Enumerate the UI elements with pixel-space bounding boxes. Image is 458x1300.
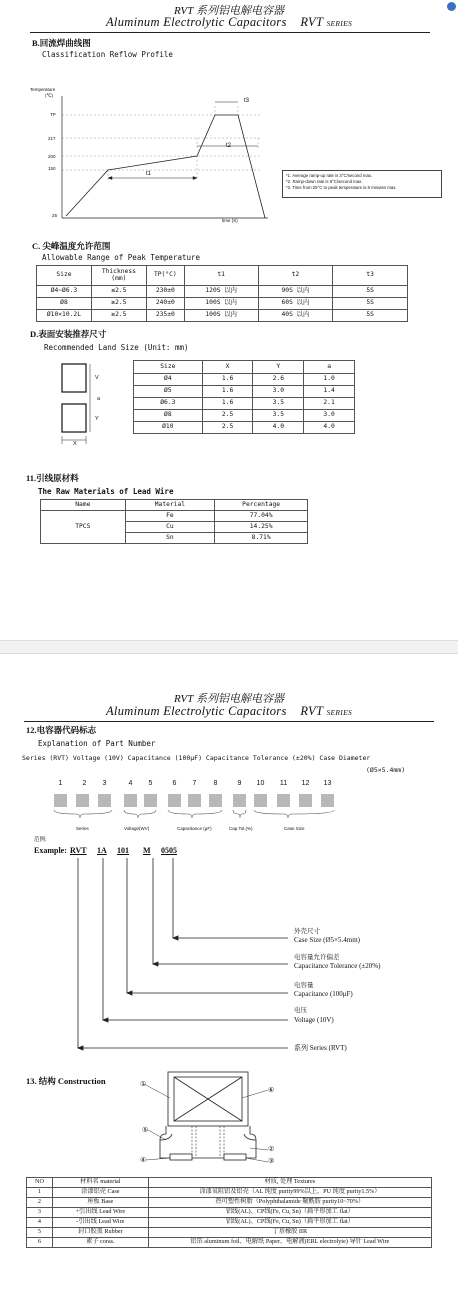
sec-c-title: C. 尖峰温度允许范围 <box>32 241 111 251</box>
construction-mark-4: ④ <box>140 1157 147 1164</box>
table-cell: 14.25% <box>215 522 308 533</box>
material-header-textures: 材质, 处理 Textures <box>148 1178 431 1188</box>
explain-line: Series (RVT) Voltage (10V) Capacitance (100μF) Capacitance Tolerance (±20%) Case Diameter <box>22 754 371 762</box>
code-box <box>168 794 181 807</box>
table-cell: Ø4~Ø6.3 <box>37 286 92 298</box>
page1-header-rule <box>30 32 430 33</box>
table-cell: 涂漆铝壳 Case <box>52 1188 148 1198</box>
group-label-series: Series <box>76 826 89 831</box>
example-cn: 范例: <box>34 837 47 843</box>
peak-header-t3: t3 <box>333 266 408 286</box>
digit-2: 2 <box>82 780 87 787</box>
code-box <box>98 794 111 807</box>
callout-cap-cn: 电容量 <box>294 982 314 989</box>
lead-name-cell: TPCS <box>41 511 126 544</box>
code-group-braces <box>50 808 350 822</box>
page2-header-en <box>0 704 458 719</box>
table-cell: 2.5 <box>202 422 253 434</box>
digit-5: 5 <box>148 780 153 787</box>
table-cell: 3.0 <box>253 386 304 398</box>
digit-3: 3 <box>102 780 107 787</box>
table-row <box>134 374 355 386</box>
table-cell: 3.5 <box>253 410 304 422</box>
profile-t2: t2 <box>226 143 232 149</box>
page2-header-series: RVT <box>300 704 324 718</box>
table-cell: 60S 以内 <box>258 298 333 310</box>
land-label-v: V <box>95 375 99 381</box>
table-cell: 铝线(AL)、CP线(Fe, Cu, Sn)（扁平形加工 flat） <box>148 1208 431 1218</box>
page1-header-series: RVT <box>300 15 324 29</box>
callout-series <box>294 1043 347 1053</box>
callout-series-en: Series (RVT) <box>309 1044 347 1052</box>
table-cell: 235±0 <box>146 310 184 322</box>
page1-header-series-suffix: SERIES <box>326 19 352 28</box>
table-row <box>37 286 408 298</box>
table-cell: Ø10×10.2L <box>37 310 92 322</box>
callout-arrows <box>0 856 300 1056</box>
table-row <box>134 422 355 434</box>
example-part-tolerance: M <box>143 846 151 855</box>
table-cell: Fe <box>125 511 215 522</box>
table-row <box>134 410 355 422</box>
table-cell: 77.04% <box>215 511 308 522</box>
page2-header-series-suffix: SERIES <box>326 708 352 717</box>
table-cell: 1.6 <box>202 374 253 386</box>
code-box <box>209 794 222 807</box>
profile-tick-200: 200 <box>48 154 56 159</box>
digit-11: 11 <box>279 780 288 787</box>
group-label-casesize: Case Size <box>284 826 305 831</box>
table-cell: 230±0 <box>146 286 184 298</box>
callout-cap-en: Capacitance (100μF) <box>294 990 353 998</box>
construction-mark-2: ② <box>268 1146 275 1153</box>
code-box <box>277 794 290 807</box>
table-cell: Ø4 <box>134 374 203 386</box>
table-cell: 4 <box>27 1218 53 1228</box>
table-cell: 3.0 <box>304 410 355 422</box>
table-cell: 热可塑性树脂（Polyphthalamide 聚酰胺 purity10~70%） <box>148 1198 431 1208</box>
callout-series-cn: 系列 <box>294 1044 308 1052</box>
sec-b-title: B.回流焊曲线图 <box>32 38 91 48</box>
sec-d-subtitle: Recommended Land Size (Unit: mm) <box>44 343 189 352</box>
group-label-voltage: Voltage(WV) <box>124 826 150 831</box>
land-label-y: Y <box>95 416 99 422</box>
table-cell: 铝箔 aluminum foil、电解纸 Paper、电解液(ERL electrolyte) 导针 Lead Wire <box>148 1238 431 1248</box>
table-cell: Ø10 <box>134 422 203 434</box>
callout-tol-cn: 电容量允许偏差 <box>294 954 340 961</box>
land-header-a: a <box>304 361 355 374</box>
digit-7: 7 <box>192 780 197 787</box>
peak-header-size: Size <box>37 266 92 286</box>
peak-header-t1: t1 <box>184 266 258 286</box>
table-cell: 1.4 <box>304 386 355 398</box>
profile-tick-tp: TP <box>50 112 56 117</box>
table-cell: 5 <box>27 1228 53 1238</box>
digit-9: 9 <box>237 780 242 787</box>
profile-tick-150: 150 <box>48 166 56 171</box>
profile-t1: t1 <box>146 171 152 177</box>
table-cell: Ø6.3 <box>134 398 203 410</box>
lead-header-percentage: Percentage <box>215 500 308 511</box>
table-row <box>27 1238 432 1248</box>
code-box <box>233 794 246 807</box>
land-pattern-diagram <box>50 360 110 450</box>
callout-case-en: Case Size (Ø5×5.4mm) <box>294 936 360 944</box>
sec-12-subtitle: Explanation of Part Number <box>38 739 156 748</box>
table-row <box>134 398 355 410</box>
profile-x-label: time (S) <box>222 218 238 223</box>
callout-case-cn: 外壳尺寸 <box>294 928 320 935</box>
table-cell: 3 <box>27 1208 53 1218</box>
table-cell: Sn <box>125 533 215 544</box>
code-box <box>124 794 137 807</box>
construction-diagram <box>130 1068 290 1170</box>
table-cell: 4.0 <box>253 422 304 434</box>
reflow-profile-chart <box>0 90 290 230</box>
digit-8: 8 <box>213 780 218 787</box>
table-cell: 8.71% <box>215 533 308 544</box>
table-row <box>37 310 408 322</box>
sec-c-subtitle: Allowable Range of Peak Temperature <box>42 253 201 262</box>
table-row <box>134 386 355 398</box>
example-row <box>34 846 67 855</box>
table-row <box>27 1188 432 1198</box>
peak-temperature-table <box>36 265 408 322</box>
table-cell: 5S <box>333 310 408 322</box>
explain-line-2: (Ø5×5.4mm) <box>366 766 406 774</box>
callout-tol-en: Capacitance Tolerance (±20%) <box>294 962 381 970</box>
construction-mark-3: ③ <box>268 1158 275 1165</box>
page2-header-rule <box>24 721 434 722</box>
table-cell: 1 <box>27 1188 53 1198</box>
table-row <box>27 1218 432 1228</box>
table-cell: 1.0 <box>304 374 355 386</box>
material-table <box>26 1177 432 1248</box>
profile-y-unit: (℃) <box>45 93 54 98</box>
sec-d-title: D.表面安装推荐尺寸 <box>30 329 107 339</box>
sec-11-title: 11.引线原材料 <box>26 473 79 483</box>
land-label-a: a <box>97 396 101 402</box>
table-cell: 90S 以内 <box>258 286 333 298</box>
lead-material-table <box>40 499 308 544</box>
digit-10: 10 <box>256 780 265 787</box>
table-cell: +引出线 Lead Wire <box>52 1208 148 1218</box>
example-part-voltage: 1A <box>97 846 107 855</box>
table-row <box>27 1208 432 1218</box>
table-cell: ≥2.5 <box>91 298 146 310</box>
lead-table-header <box>41 500 308 511</box>
construction-mark-6: ⑥ <box>268 1087 275 1094</box>
table-cell: 涂漆氧阻铝及铝壳（AL 纯度 purity99%以上，PU 纯度 purity1.5%） <box>148 1188 431 1198</box>
table-cell: Cu <box>125 522 215 533</box>
table-row <box>27 1198 432 1208</box>
digit-12: 12 <box>301 780 310 787</box>
profile-note-1: *1. Average ramp-up rate is 3°C/second max. <box>286 173 373 178</box>
code-box <box>188 794 201 807</box>
table-cell: 封口胶盖 Rubber <box>52 1228 148 1238</box>
table-row <box>37 298 408 310</box>
material-table-header <box>27 1178 432 1188</box>
code-box <box>299 794 312 807</box>
digit-1: 1 <box>58 780 63 787</box>
callout-volt-cn: 电压 <box>294 1007 307 1014</box>
material-header-no: NO <box>27 1178 53 1188</box>
peak-table-header <box>37 266 408 286</box>
table-row <box>27 1228 432 1238</box>
table-cell: 铝线(AL)、CP线(Fe, Cu, Sn)（扁平形加工 flat） <box>148 1218 431 1228</box>
code-box <box>254 794 267 807</box>
profile-y-label: Temperature <box>30 87 56 92</box>
table-cell: 5S <box>333 298 408 310</box>
table-cell: 1.6 <box>202 386 253 398</box>
table-cell: 120S 以内 <box>184 286 258 298</box>
table-cell: Ø5 <box>134 386 203 398</box>
profile-note-2: *2. Ramp-down rate is 6°C/second max. <box>286 178 363 184</box>
profile-note-3: *3. Time from 25°C to peak temperature is 8 minutes max. <box>286 184 397 190</box>
table-cell: 100S 以内 <box>184 310 258 322</box>
code-box <box>54 794 67 807</box>
example-label: Example: <box>34 846 67 855</box>
peak-header-tp: TP(°C) <box>146 266 184 286</box>
table-cell: 5S <box>333 286 408 298</box>
land-header-x: X <box>202 361 253 374</box>
digit-13: 13 <box>323 780 332 787</box>
page1-header-en-text: Aluminum Electrolytic Capacitors <box>106 15 287 29</box>
land-size-table <box>133 360 355 434</box>
table-cell: ≥2.5 <box>91 310 146 322</box>
page1-header-cn: RVT 系列铝电解电容器 <box>174 5 284 17</box>
table-cell: 100S 以内 <box>184 298 258 310</box>
table-cell: -引出线 Lead Wire <box>52 1218 148 1228</box>
table-cell: 6 <box>27 1238 53 1248</box>
construction-mark-1: ① <box>140 1081 147 1088</box>
table-cell: 座板 Base <box>52 1198 148 1208</box>
sec-12-title: 12.电容器代码标志 <box>26 725 97 735</box>
example-part-series: RVT <box>70 846 87 855</box>
group-label-captol: Cap.Tol.(%) <box>229 826 253 831</box>
land-table-header <box>134 361 355 374</box>
land-header-y: Y <box>253 361 304 374</box>
land-label-x: X <box>73 441 77 447</box>
page2-header-cn: RVT 系列铝电解电容器 <box>174 693 284 705</box>
digit-6: 6 <box>172 780 177 787</box>
table-cell: 素子 coras. <box>52 1238 148 1248</box>
table-cell: Ø8 <box>37 298 92 310</box>
table-cell: 2.1 <box>304 398 355 410</box>
example-part-case: 0505 <box>161 846 177 855</box>
sec-b-subtitle: Classification Reflow Profile <box>42 50 173 59</box>
table-cell: ≤2.5 <box>91 286 146 298</box>
lead-header-material: Material <box>125 500 215 511</box>
table-cell: Ø8 <box>134 410 203 422</box>
table-cell: 3.5 <box>253 398 304 410</box>
table-row <box>41 511 308 522</box>
example-part-capacitance: 101 <box>117 846 129 855</box>
peak-header-t2: t2 <box>258 266 333 286</box>
sec-11-subtitle: The Raw Materials of Lead Wire <box>38 487 174 496</box>
page2-header-en-text: Aluminum Electrolytic Capacitors <box>106 704 287 718</box>
digit-4: 4 <box>128 780 133 787</box>
construction-mark-5: ⑤ <box>142 1127 149 1134</box>
table-cell: 240±0 <box>146 298 184 310</box>
page1-header-en <box>0 15 458 30</box>
code-box <box>321 794 334 807</box>
peak-header-thickness: Thickness (mm) <box>91 266 146 286</box>
table-cell: 40S 以内 <box>258 310 333 322</box>
table-cell: 4.0 <box>304 422 355 434</box>
code-box <box>76 794 89 807</box>
group-label-capacitance: Capacitance (μF) <box>177 826 212 831</box>
profile-tick-217: 217 <box>48 136 56 141</box>
lead-header-name: Name <box>41 500 126 511</box>
code-box <box>144 794 157 807</box>
material-header-material: 材料名 material <box>52 1178 148 1188</box>
table-cell: 2 <box>27 1198 53 1208</box>
table-cell: 2.5 <box>202 410 253 422</box>
profile-notes-box <box>282 170 442 198</box>
page-separator <box>0 640 458 654</box>
sec-13-title: 13. 结构 Construction <box>26 1076 106 1086</box>
table-cell: 1.6 <box>202 398 253 410</box>
table-cell: 2.6 <box>253 374 304 386</box>
callout-volt-en: Voltage (10V) <box>294 1016 334 1024</box>
profile-t3: t3 <box>244 98 250 104</box>
land-header-size: Size <box>134 361 203 374</box>
profile-tick-25: 25 <box>52 213 58 218</box>
table-cell: 丁基橡胶 IIR <box>148 1228 431 1238</box>
